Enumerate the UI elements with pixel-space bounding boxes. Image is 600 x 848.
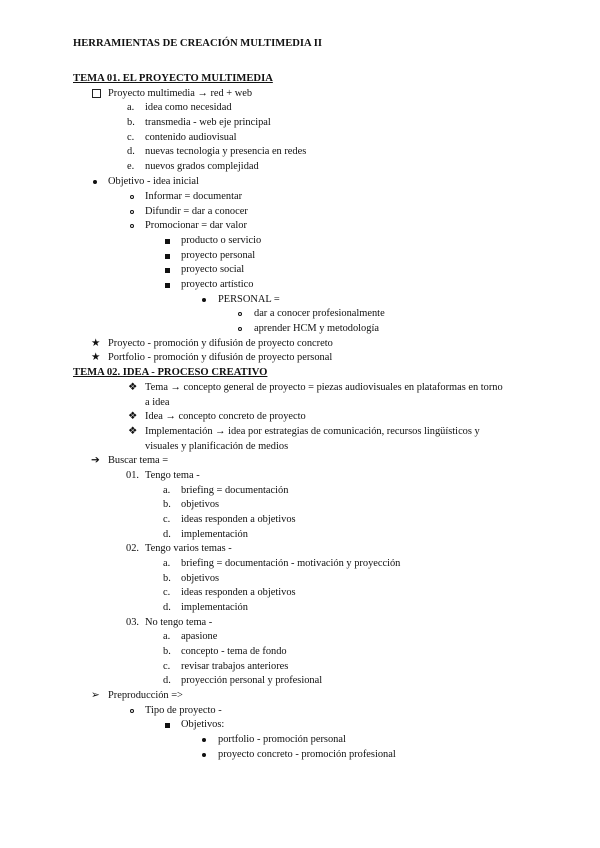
diamond-icon: ❖ [128,411,138,422]
checkbox-icon[interactable] [92,89,101,98]
list-item: producto o servicio [181,235,262,246]
list-marker: d. [127,146,135,157]
bullet-circle-icon [130,210,134,214]
bullet-dot-icon [93,180,97,184]
list-item-tema: Tema → concepto general de proyecto = piezas audiovisuales en plataformas en torno [145,382,503,393]
section-heading-tema-02: TEMA 02. IDEA - PROCESO CREATIVO [73,367,268,378]
list-item-informar: Informar = documentar [145,191,243,202]
list-item: ideas responden a objetivos [181,514,296,525]
list-item-tema-continued: a idea [145,397,170,408]
list-item: proyecto artístico [181,279,254,290]
list-item: ideas responden a objetivos [181,587,296,598]
list-item-objetivos: Objetivos: [181,719,225,730]
list-item-proyecto-multimedia: Proyecto multimedia → red + web [108,88,253,99]
list-item: aprender HCM y metodología [254,323,379,334]
list-item-implementacion: Implementación → idea por estrategias de comunicación, recursos lingüísticos y [145,426,480,437]
list-item: proyección personal y profesional [181,675,323,686]
bullet-circle-icon [130,709,134,713]
bullet-circle-icon [130,224,134,228]
list-marker: b. [127,117,135,128]
list-marker: b. [163,573,171,584]
bullet-square-icon [165,723,170,728]
bullet-dot-icon [202,738,206,742]
list-item: nuevas tecnologia y presencia en redes [145,146,307,157]
list-marker: 03. [126,617,139,628]
list-item-tipo-de-proyecto: Tipo de proyecto - [145,705,222,716]
section-heading-tema-01: TEMA 01. EL PROYECTO MULTIMEDIA [73,73,273,84]
list-item: idea como necesidad [145,102,232,113]
list-item: apasione [181,631,218,642]
list-item-no-tengo-tema: No tengo tema - [145,617,213,628]
list-marker: a. [163,485,171,496]
arrow-icon: ➔ [91,455,100,466]
list-item: implementación [181,529,248,540]
bullet-dot-icon [202,298,206,302]
list-item: briefing = documentación - motivación y proyección [181,558,401,569]
list-item-idea: Idea → concepto concreto de proyecto [145,411,306,422]
list-marker: a. [127,102,135,113]
list-marker: c. [163,661,171,672]
list-marker: b. [163,646,171,657]
bullet-circle-icon [238,312,242,316]
list-item: portfolio - promoción personal [218,734,346,745]
list-marker: a. [163,558,171,569]
list-item: revisar trabajos anteriores [181,661,289,672]
list-marker: c. [163,514,171,525]
list-marker: 01. [126,470,139,481]
list-item-promocionar: Promocionar = dar valor [145,220,247,231]
bullet-dot-icon [202,753,206,757]
list-item-buscar-tema: Buscar tema = [108,455,169,466]
star-icon: ★ [91,352,101,363]
list-item-tengo-varios-temas: Tengo varios temas - [145,543,232,554]
list-marker: d. [163,675,171,686]
list-item-implementacion-continued: visuales y planificación de medios [145,441,289,452]
list-item: briefing = documentación [181,485,289,496]
list-marker: d. [163,529,171,540]
list-item: dar a conocer profesionalmente [254,308,385,319]
bullet-square-icon [165,268,170,273]
bullet-square-icon [165,254,170,259]
list-marker: e. [127,161,135,172]
list-marker: c. [127,132,135,143]
list-item: objetivos [181,573,220,584]
list-item: implementación [181,602,248,613]
list-item: concepto - tema de fondo [181,646,287,657]
list-item-proyecto: Proyecto - promoción y difusión de proyecto concreto [108,338,333,349]
bullet-square-icon [165,239,170,244]
list-marker: d. [163,602,171,613]
list-item-difundir: Difundir = dar a conocer [145,206,248,217]
list-item-objetivo: Objetivo - idea inicial [108,176,199,187]
arrowhead-icon: ➢ [91,690,100,701]
list-item: transmedia - web eje principal [145,117,271,128]
bullet-circle-icon [130,195,134,199]
diamond-icon: ❖ [128,382,138,393]
list-item: nuevos grados complejidad [145,161,259,172]
list-item: proyecto personal [181,250,256,261]
bullet-square-icon [165,283,170,288]
list-marker: 02. [126,543,139,554]
list-marker: a. [163,631,171,642]
list-marker: c. [163,587,171,598]
diamond-icon: ❖ [128,426,138,437]
list-item-portfolio: Portfolio - promoción y difusión de proyecto personal [108,352,333,363]
bullet-circle-icon [238,327,242,331]
list-item: proyecto social [181,264,245,275]
list-item-preproduccion: Preproducción => [108,690,183,701]
list-item: objetivos [181,499,220,510]
list-marker: b. [163,499,171,510]
list-item: proyecto concreto - promoción profesional [218,749,396,760]
star-icon: ★ [91,338,101,349]
document-title: HERRAMIENTAS DE CREACIÓN MULTIMEDIA II [73,38,322,49]
list-item-tengo-tema: Tengo tema - [145,470,200,481]
list-item-personal: PERSONAL = [218,294,280,305]
list-item: contenido audiovisual [145,132,237,143]
